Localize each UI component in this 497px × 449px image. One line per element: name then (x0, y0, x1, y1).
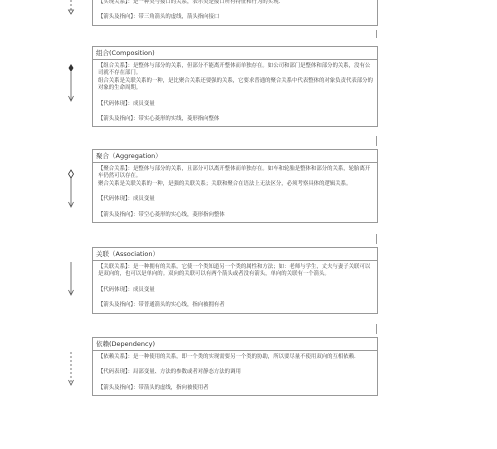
aggregation-card (92, 149, 378, 223)
composition-desc-1: 【组合关系】：是整体与部分的关系，但部分不能离开整体而单独存在。如公司和部门是整体和部分的关系，没有公司就不存在部门。 (98, 63, 371, 77)
composition-card (92, 46, 378, 127)
aggregation-title: 聚合（Aggregation） (93, 150, 377, 163)
realization-desc: 【实现关系】：是一种类与接口的关系，表示类是接口所有特征和行为的实现. (98, 0, 281, 5)
dependency-code: 【代码表现】：局部变量、方法的参数或者对静态方法的调用 (98, 369, 241, 376)
realization-arrow (66, 0, 76, 16)
composition-arrow (66, 64, 76, 104)
divider (376, 30, 377, 38)
association-arrow-desc: 【箭头及指向】：带普通箭头的实心线，指向被拥有者 (98, 302, 225, 309)
dependency-arrow (66, 352, 76, 388)
composition-title: 组合(Composition) (93, 47, 377, 60)
composition-desc-2: 组合关系是关联关系的一种，是比聚合关系还要强的关系，它要求普通的聚合关系中代表整体的对象负责代表部分的对象的生命周期。 (98, 77, 373, 92)
realization-card (92, 0, 378, 26)
association-code: 【代码体现】：成员变量 (98, 286, 155, 293)
aggregation-arrow-desc: 【箭头及指向】：带空心菱形的实心线，菱形指向整体 (98, 211, 225, 218)
dependency-arrow-desc: 【箭头及指向】：带箭头的虚线，指向被使用者 (98, 384, 209, 391)
aggregation-desc-2: 聚合关系是关联关系的一种，是强的关联关系；关联和聚合在语法上无法区分，必须考察具体的逻辑关系。 (98, 180, 352, 187)
composition-arrow-desc: 【箭头及指向】：带实心菱形的实线，菱形指向整体 (98, 116, 220, 123)
dependency-card (92, 337, 378, 396)
dependency-desc-1: 【依赖关系】：是一种使用的关系，即一个类的实现需要另一个类的协助，所以要尽量不使用双向的互相依赖. (98, 354, 356, 360)
association-title: 关联（Association） (93, 248, 377, 261)
aggregation-arrow (66, 170, 76, 210)
association-card (92, 247, 378, 314)
aggregation-desc-1: 【聚合关系】：是整体与部分的关系，且部分可以离开整体而单独存在。如车和轮胎是整体和部分的关系，轮胎离开车仍然可以存在。 (98, 166, 371, 180)
aggregation-code: 【代码体现】：成员变量 (98, 196, 155, 203)
association-arrow (66, 262, 76, 298)
composition-code: 【代码体现】：成员变量 (98, 100, 155, 107)
realization-arrow-desc: 【箭头及指向】：带三角箭头的虚线，箭头指向接口 (98, 14, 220, 21)
divider (376, 234, 377, 244)
divider (376, 136, 377, 146)
divider (376, 324, 377, 334)
dependency-title: 依赖(Dependency) (93, 338, 377, 351)
association-desc-1: 【关联关系】：是一种拥有的关系，它使一个类知道另一个类的属性和方法；如：老师与学生，丈夫与妻子关联可以是双向的，也可以是单向的。双向的关联可以有两个箭头或者没有箭头，单向的关联有一个箭头。 (98, 264, 371, 278)
